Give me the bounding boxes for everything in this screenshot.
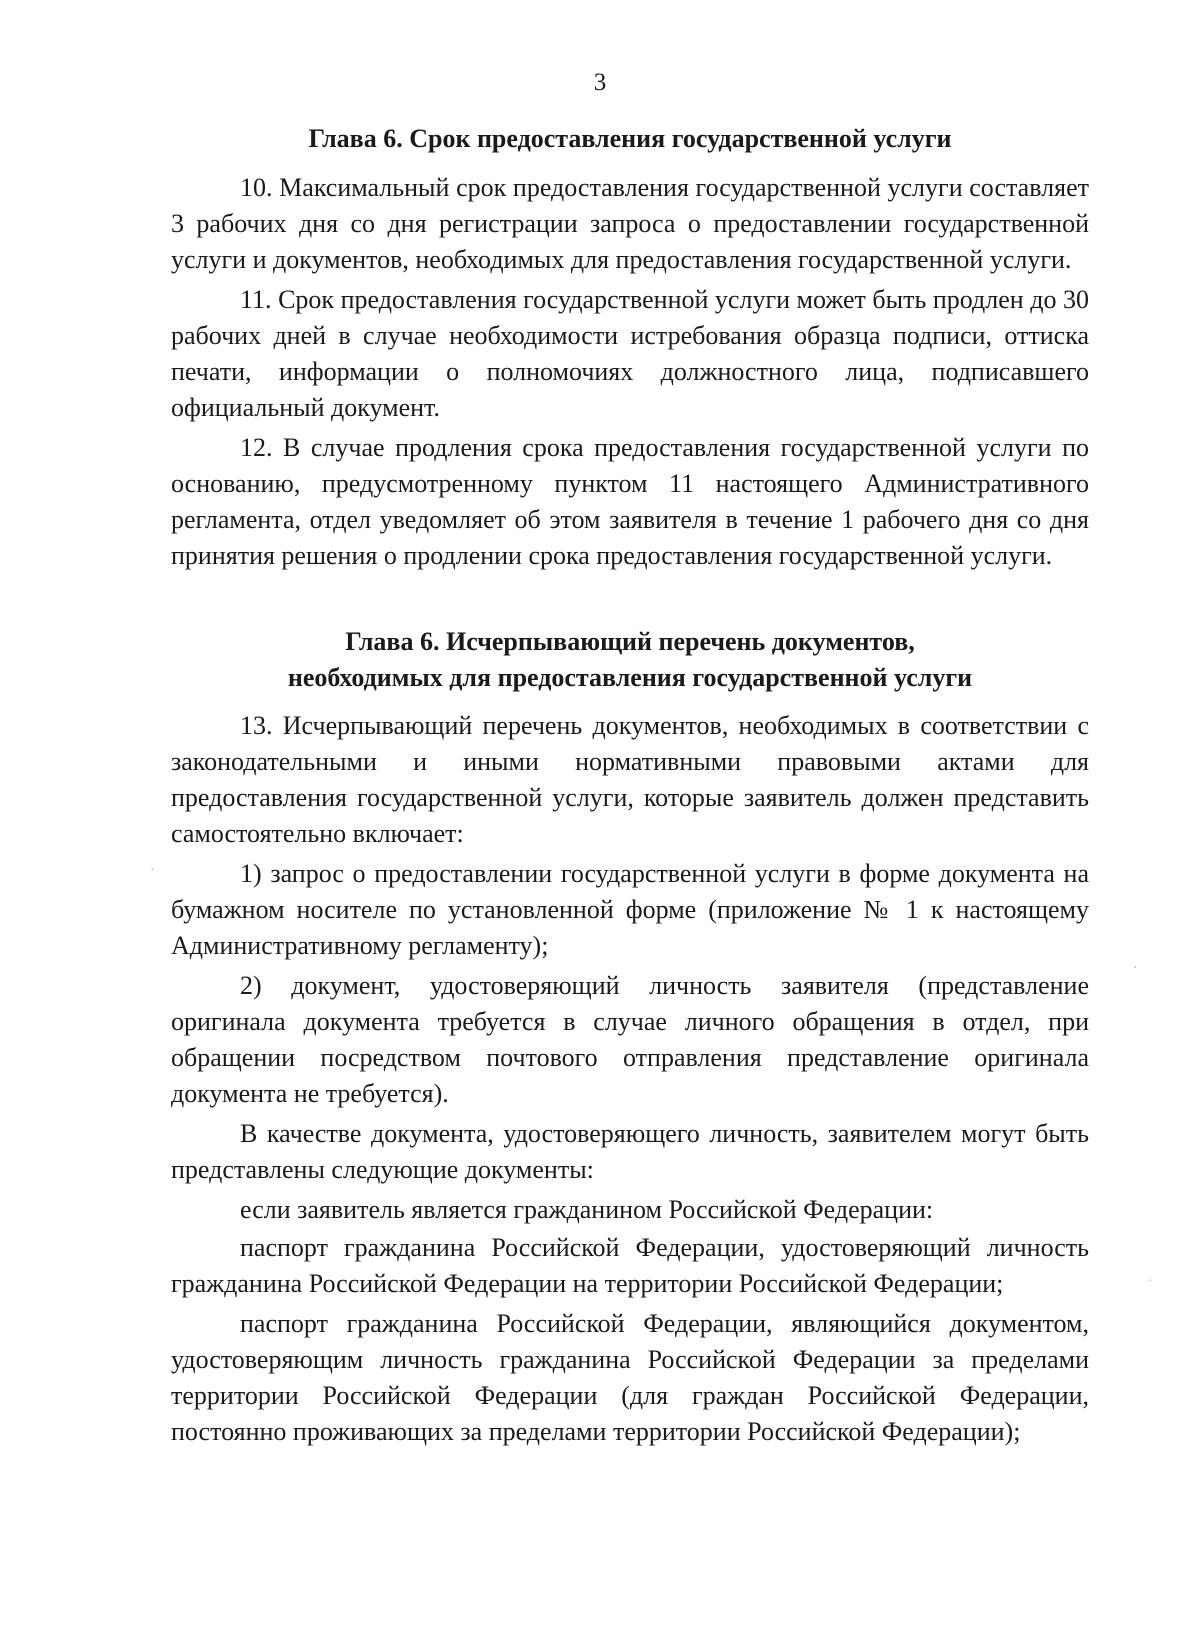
identity-documents-intro: В качестве документа, удостоверяющего личность, заявителем могут быть представлены следующие документы: — [171, 1119, 1089, 1184]
clause-13-item-2: 2) документ, удостоверяющий личность заявителя (представление оригинала документа требуется в случае личного обращения в отдел, при обращении посредством почтового отправления представление оригинала документа не требуется). — [171, 971, 1089, 1108]
clause-12: 12. В случае продления срока предоставления государственной услуги по основанию, предусмотренному пунктом 11 настоящего Административного регламента, отдел уведомляет об этом заявителя в течение 1 рабочего дня со дня принятия решения о продлении срока предоставления государственной услуги. — [171, 433, 1089, 570]
chapter-6-documents-title-line1: Глава 6. Исчерпывающий перечень документов, — [345, 627, 915, 656]
chapter-6-documents-title-line2: необходимых для предоставления государственной услуги — [287, 663, 973, 692]
foreign-passport-item: паспорт гражданина Российской Федерации, являющийся документом, удостоверяющим личность гражданина Российской Федерации за пределами территории Российской Федерации (для граждан Российской Федерации, постоянно проживающих за пределами территории Российской Федерации); — [171, 1309, 1089, 1446]
scan-speck-1: · — [1133, 961, 1138, 976]
scan-speck-2: · — [1148, 1274, 1153, 1289]
clause-13-item-1: 1) запрос о предоставлении государственной услуги в форме документа на бумажном носителе по установленной форме (приложение № 1 к настоящему Административному регламенту); — [171, 859, 1089, 960]
chapter-6-documents-heading — [171, 624, 1089, 696]
chapter-6-deadline-heading — [171, 121, 1089, 157]
citizen-condition: если заявитель является гражданином Российской Федерации: — [240, 1195, 934, 1224]
document-body — [171, 118, 1089, 1454]
chapter-6-deadline-title: Глава 6. Срок предоставления государственной услуги — [308, 124, 952, 153]
domestic-passport-item: паспорт гражданина Российской Федерации, удостоверяющий личность гражданина Российской Федерации на территории Российской Федерации; — [171, 1233, 1089, 1298]
clause-10: 10. Максимальный срок предоставления государственной услуги составляет 3 рабочих дня со дня регистрации запроса о предоставлении государственной услуги и документов, необходимых для предоставления государственной услуги. — [171, 173, 1089, 274]
page-number: 3 — [593, 69, 607, 96]
clause-13: 13. Исчерпывающий перечень документов, необходимых в соответствии с законодательными и иными нормативными правовыми актами для предоставления государственной услуги, которые заявитель должен представить самостоятельно включает: — [171, 711, 1089, 848]
clause-11: 11. Срок предоставления государственной услуги может быть продлен до 30 рабочих дней в случае необходимости истребования образца подписи, оттиска печати, информации о полномочиях должностного лица, подписавшего официальный документ. — [171, 285, 1089, 422]
scan-speck-3: · — [150, 863, 155, 878]
